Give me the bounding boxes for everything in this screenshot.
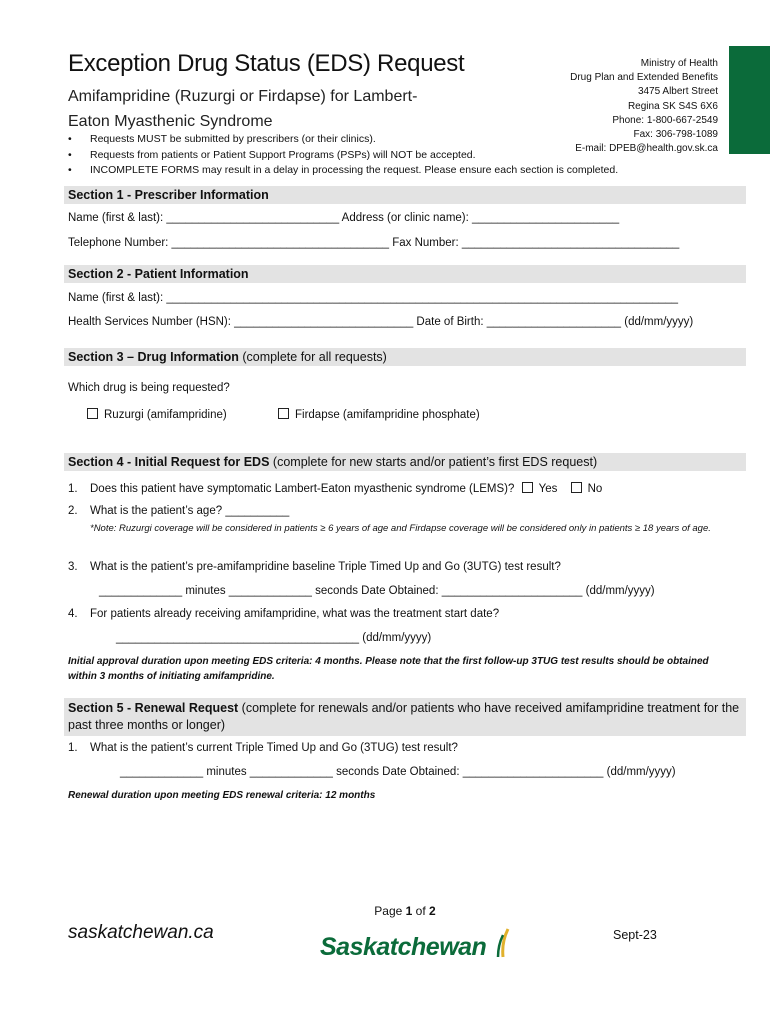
page-number: 1 (405, 904, 413, 918)
instruction-item: • Requests from patients or Patient Support Programs (PSPs) will NOT be accepted. (68, 148, 618, 164)
instruction-item: • INCOMPLETE FORMS may result in a delay in processing the request. Please ensure each section is completed. (68, 163, 618, 179)
firdapse-checkbox[interactable] (278, 408, 289, 419)
section-3-title: Section 3 – Drug Information (68, 350, 239, 364)
question-number: 1. (68, 483, 78, 495)
form-title: Exception Drug Status (EDS) Request (68, 50, 465, 77)
patient-hsn-dob-field[interactable]: Health Services Number (HSN): ____________________________ Date of Birth: _____________________ (dd/mm/yyyy) (68, 316, 694, 328)
prescriber-phone-fax-field[interactable]: Telephone Number: __________________________________ Fax Number: __________________________________ (68, 237, 680, 249)
question-number: 2. (68, 505, 78, 517)
ministry-line: Fax: 306-798-1089 (633, 129, 718, 141)
page-indicator (0, 904, 770, 918)
website-link[interactable]: saskatchewan.ca (68, 922, 214, 943)
saskatchewan-logo (320, 927, 513, 962)
current-3tug-question (68, 742, 458, 754)
patient-name-field[interactable]: Name (first & last): ________________________________________________________________________________ (68, 292, 679, 304)
lems-yes-checkbox[interactable] (522, 482, 533, 493)
section-2-title: Section 2 - Patient Information (68, 267, 249, 281)
age-coverage-note: *Note: Ruzurgi coverage will be considered in patients ≥ 6 years of age and Firdapse coverage will be considered only in patients ≥ 18 years of age. (90, 523, 711, 534)
page-total: 2 (429, 904, 436, 918)
baseline-3tug-question (68, 561, 561, 573)
no-label: No (587, 483, 603, 495)
lems-question (68, 482, 602, 495)
section-4-title: Section 4 - Initial Request for EDS (68, 455, 270, 469)
ruzurgi-checkbox[interactable] (87, 408, 98, 419)
prescriber-name-address-field[interactable]: Name (first & last): ___________________________ Address (or clinic name): _______________________ (68, 212, 620, 224)
age-question[interactable] (68, 505, 289, 517)
lems-question-text: Does this patient have symptomatic Lambert-Eaton myasthenic syndrome (LEMS)? (90, 483, 515, 495)
initial-approval-note: Initial approval duration upon meeting EDS criteria: 4 months. Please note that the first follow-up 3TUG test results should be obtained within 3 months of initiating amifampridine. (68, 656, 709, 682)
current-3tug-text: What is the patient’s current Triple Timed Up and Go (3TUG) test result? (90, 742, 458, 754)
start-date-field[interactable]: ______________________________________ (dd/mm/yyyy) (116, 632, 432, 644)
start-date-text: For patients already receiving amifampridine, what was the treatment start date? (90, 608, 500, 620)
ministry-email: E-mail: DPEB@health.gov.sk.ca (575, 143, 718, 155)
yes-label: Yes (538, 483, 558, 495)
logo-wordmark: Saskatchewan (320, 933, 487, 961)
section-3-header (64, 348, 746, 366)
wheat-icon (493, 927, 513, 959)
firdapse-option[interactable] (278, 408, 480, 421)
subtitle-line-1: Amifampridine (Ruzurgi or Firdapse) for Lambert- (68, 88, 418, 105)
question-number: 1. (68, 742, 78, 754)
ruzurgi-option[interactable] (87, 408, 227, 421)
start-date-question (68, 608, 499, 620)
lems-no-checkbox[interactable] (571, 482, 582, 493)
page-prefix: Page (374, 904, 406, 918)
instruction-item: • Requests MUST be submitted by prescribers (or their clinics). (68, 132, 618, 148)
subtitle-line-2: Eaton Myasthenic Syndrome (68, 113, 273, 130)
drug-question: Which drug is being requested? (68, 382, 230, 394)
renewal-duration-note: Renewal duration upon meeting EDS renewal criteria: 12 months (68, 790, 376, 801)
ruzurgi-label: Ruzurgi (amifampridine) (104, 409, 227, 421)
section-1-header (64, 186, 746, 204)
ministry-line: Phone: 1-800-667-2549 (612, 114, 718, 126)
section-2-header (64, 265, 746, 283)
section-3-note: (complete for all requests) (238, 350, 387, 364)
age-question-text[interactable]: What is the patient’s age? __________ (90, 505, 290, 517)
section-4-header (64, 453, 746, 471)
section-1-title: Section 1 - Prescriber Information (68, 188, 269, 202)
form-subtitle (68, 84, 498, 134)
ministry-line: Drug Plan and Extended Benefits (570, 72, 718, 84)
instructions-list (68, 132, 618, 179)
section-5-note: (complete for renewals and/or patients who have received amifampridine treatment for the past three months or longer) (68, 701, 740, 732)
ministry-line: Ministry of Health (640, 58, 718, 69)
section-4-note: (complete for new starts and/or patient’s first EDS request) (269, 455, 598, 469)
question-number: 3. (68, 561, 78, 573)
current-3tug-fields[interactable]: _____________ minutes _____________ seconds Date Obtained: ______________________ (dd/mm/yyyy) (120, 766, 676, 778)
question-number: 4. (68, 608, 78, 620)
ministry-line: Regina SK S4S 6X6 (627, 100, 718, 112)
ministry-line: 3475 Albert Street (637, 86, 718, 98)
section-5-title: Section 5 - Renewal Request (68, 701, 239, 715)
baseline-3tug-fields[interactable]: _____________ minutes _____________ seconds Date Obtained: ______________________ (dd/mm/yyyy) (99, 585, 655, 597)
firdapse-label: Firdapse (amifampridine phosphate) (295, 409, 480, 421)
section-5-header (64, 698, 746, 736)
revision-date: Sept-23 (613, 928, 657, 942)
green-side-tab (729, 46, 770, 154)
page-of: of (412, 904, 430, 918)
baseline-3tug-text: What is the patient’s pre-amifampridine baseline Triple Timed Up and Go (3UTG) test result? (90, 561, 561, 573)
